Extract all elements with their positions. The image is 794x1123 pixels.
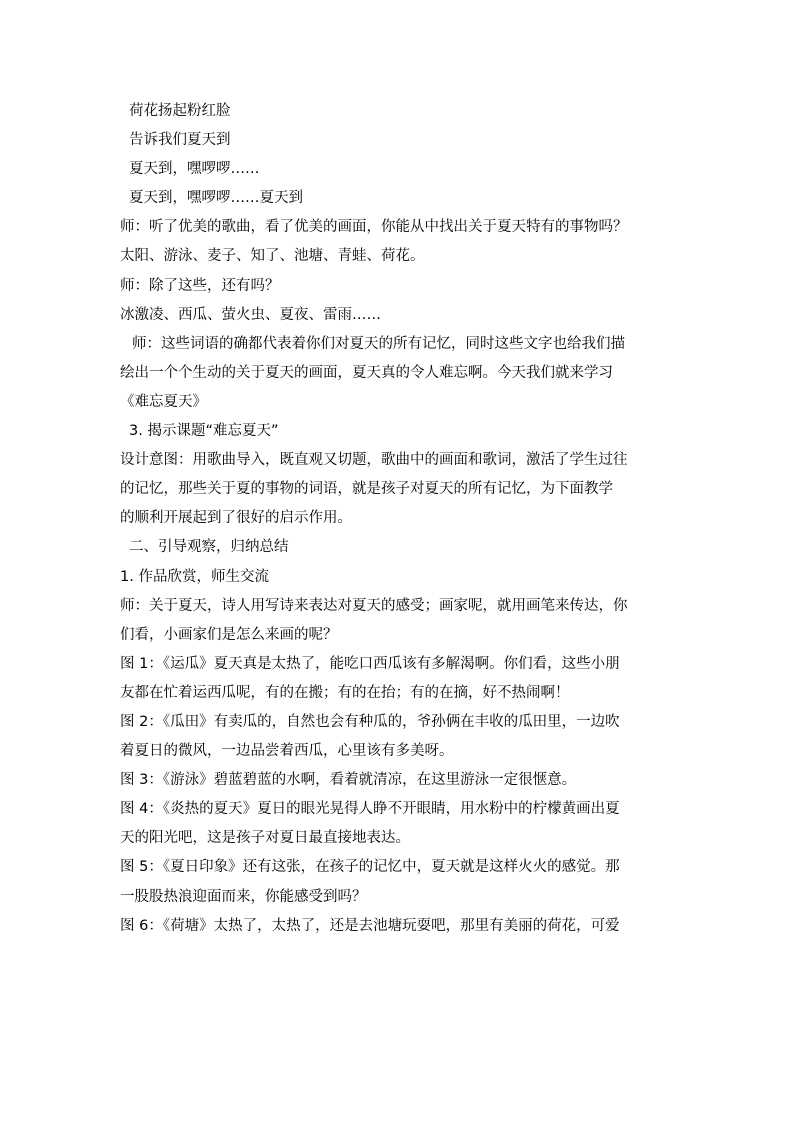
paragraph-line: 图 2：《瓜田》有卖瓜的，自然也会有种瓜的，爷孙俩在丰收的瓜田里，一边吹 xyxy=(120,713,620,730)
section-heading: 1. 作品欣赏，师生交流 xyxy=(120,568,269,585)
paragraph-line: 图 6：《荷塘》太热了，太热了，还是去池塘玩耍吧，那里有美丽的荷花，可爱 xyxy=(120,917,620,934)
paragraph-line: 一股股热浪迎面而来，你能感受到吗？ xyxy=(120,888,367,905)
paragraph-line: 的顺利开展起到了很好的启示作用。 xyxy=(120,510,352,527)
paragraph-line: 天的阳光吧，这是孩子对夏日最直接地表达。 xyxy=(120,830,410,847)
paragraph-line: 友都在忙着运西瓜呢，有的在搬；有的在抬；有的在摘，好不热闹啊！ xyxy=(120,684,570,701)
document-body xyxy=(120,97,690,941)
paragraph-line: 师：听了优美的歌曲，看了优美的画面，你能从中找出关于夏天特有的事物吗？ xyxy=(120,219,628,236)
paragraph-line: 冰激凌、西瓜、萤火虫、夏夜、雷雨…… xyxy=(120,306,381,323)
paragraph-line: 们看，小画家们是怎么来画的呢？ xyxy=(120,626,338,643)
paragraph-line: 师：这些词语的确都代表着你们对夏天的所有记忆，同时这些文字也给我们描 xyxy=(132,335,625,352)
section-heading: 二、引导观察，归纳总结 xyxy=(129,539,289,556)
paragraph-line: 着夏日的微风，一边品尝着西瓜，心里该有多美呀。 xyxy=(120,743,454,760)
paragraph-line: 图 5：《夏日印象》还有这张，在孩子的记忆中，夏天就是这样火火的感觉。那 xyxy=(120,859,620,876)
lyric-line: 荷花扬起粉红脸 xyxy=(129,103,231,119)
paragraph-line: 太阳、游泳、麦子、知了、池塘、青蛙、荷花。 xyxy=(120,248,425,265)
paragraph-line: 图 1：《运瓜》夏天真是太热了，能吃口西瓜该有多解渴啊。你们看，这些小朋 xyxy=(120,655,620,672)
paragraph-line: 的记忆，那些关于夏的事物的词语，就是孩子对夏天的所有记忆，为下面教学 xyxy=(120,481,613,498)
paragraph-line: 绘出一个个生动的关于夏天的画面，夏天真的令人难忘啊。今天我们就来学习 xyxy=(120,364,613,381)
paragraph-line: 图 3：《游泳》碧蓝碧蓝的水啊，看着就清凉，在这里游泳一定很惬意。 xyxy=(120,772,577,789)
paragraph-line: 图 4：《炎热的夏天》夏日的眼光晃得人睁不开眼睛，用水粉中的柠檬黄画出夏 xyxy=(120,801,620,818)
paragraph-line: 师：除了这些，还有吗？ xyxy=(120,277,280,294)
paragraph-line: 设计意图：用歌曲导入，既直观又切题，歌曲中的画面和歌词，激活了学生过往 xyxy=(120,452,628,469)
lyric-line: 夏天到，嘿啰啰……夏天到 xyxy=(129,190,303,207)
section-heading: 3. 揭示课题“难忘夏天” xyxy=(129,423,279,440)
paragraph-line: 《难忘夏天》 xyxy=(120,393,207,410)
paragraph-line: 师：关于夏天，诗人用写诗来表达对夏天的感受；画家呢，就用画笔来传达，你 xyxy=(120,597,628,614)
lyric-line: 告诉我们夏天到 xyxy=(129,132,231,149)
lyric-line: 夏天到，嘿啰啰…… xyxy=(129,161,260,178)
